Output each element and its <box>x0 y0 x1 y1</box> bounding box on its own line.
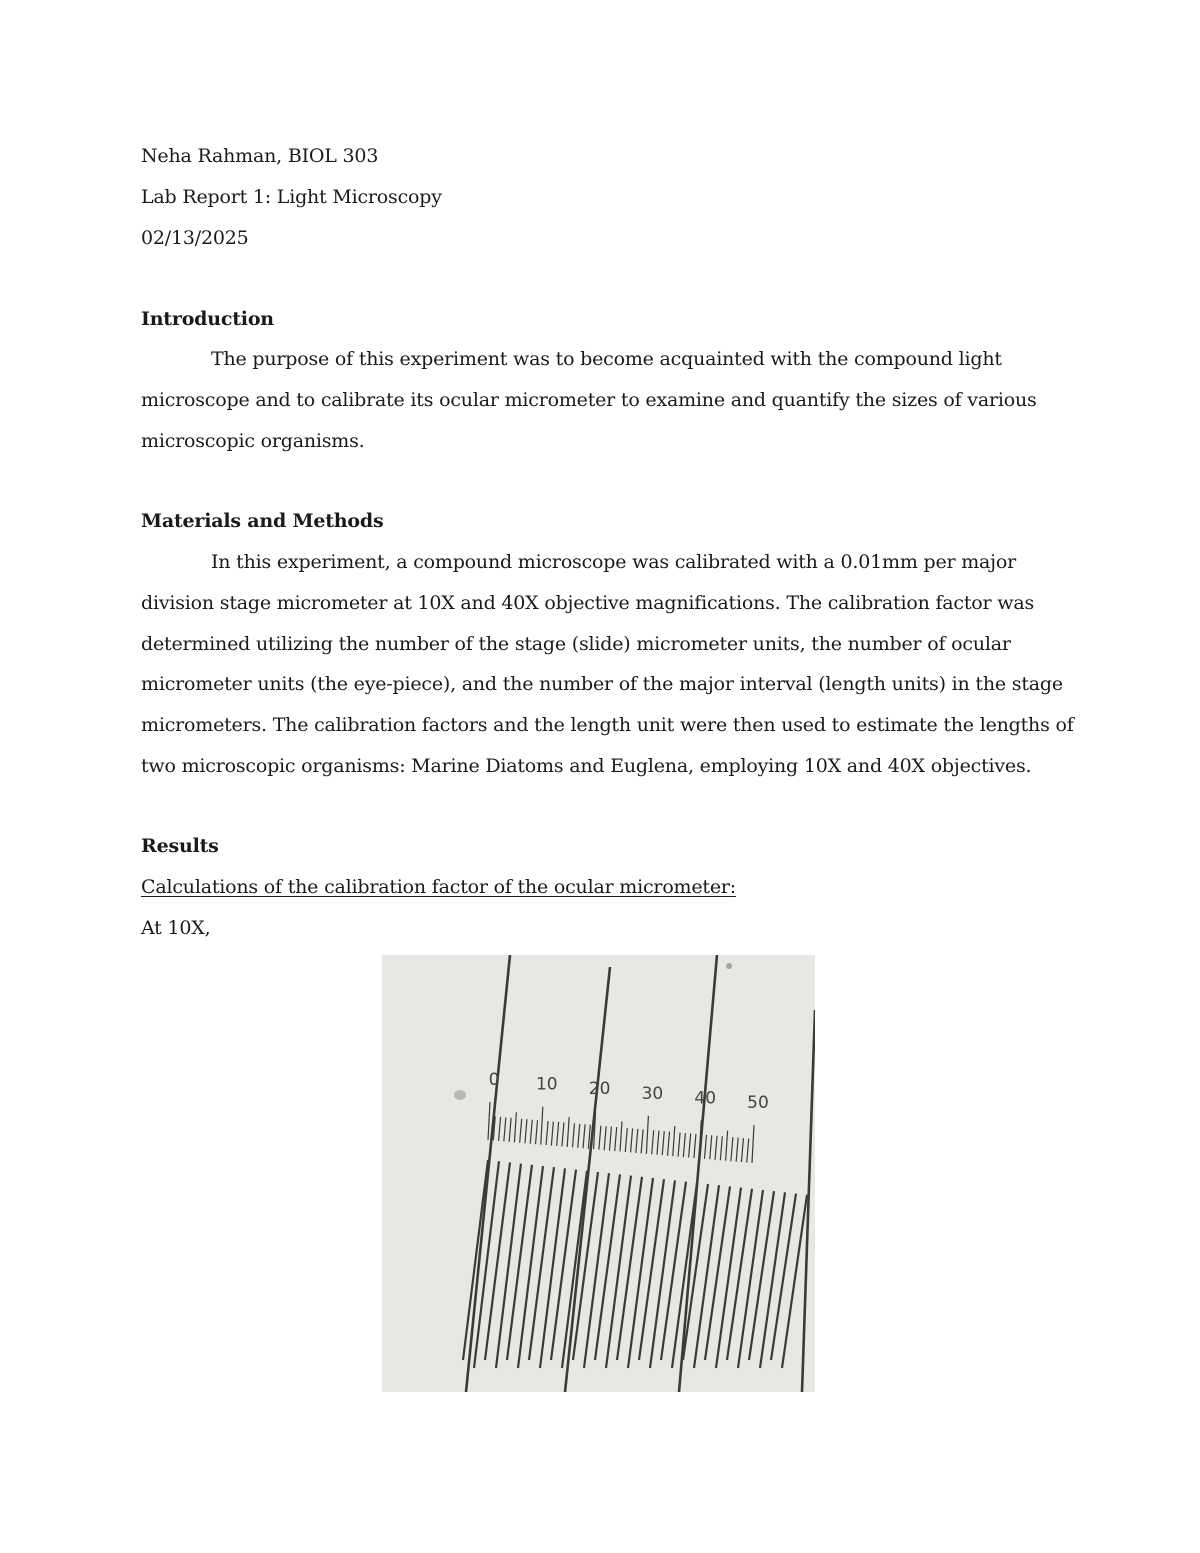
report-date: 02/13/2025 <box>141 227 249 249</box>
methods-line: division stage micrometer at 10X and 40X objective magnifications. The calibration factor was <box>141 592 1035 614</box>
results-heading: Results <box>141 835 219 857</box>
micrograph-canvas <box>382 955 815 1392</box>
at-10x-label: At 10X, <box>141 917 211 939</box>
results-subheading: Calculations of the calibration factor of the ocular micrometer: <box>141 876 736 898</box>
author-course: Neha Rahman, BIOL 303 <box>141 145 379 167</box>
methods-line: micrometer units (the eye-piece), and the number of the major interval (length units) in the stage <box>141 673 1063 695</box>
micrometer-micrograph <box>382 955 815 1392</box>
introduction-line: The purpose of this experiment was to become acquainted with the compound light <box>211 348 1002 370</box>
introduction-line: microscopic organisms. <box>141 430 365 452</box>
scale-label: 30 <box>641 1083 664 1104</box>
introduction-heading: Introduction <box>141 308 274 330</box>
debris-speck <box>726 963 732 969</box>
report-title: Lab Report 1: Light Microscopy <box>141 186 442 208</box>
introduction-line: microscope and to calibrate its ocular micrometer to examine and quantify the sizes of various <box>141 389 1037 411</box>
methods-line: micrometers. The calibration factors and the length unit were then used to estimate the lengths of <box>141 714 1074 736</box>
methods-line: determined utilizing the number of the stage (slide) micrometer units, the number of ocular <box>141 633 1011 655</box>
scale-label: 20 <box>588 1079 611 1100</box>
scale-label: 10 <box>535 1074 558 1095</box>
scale-label: 0 <box>488 1070 500 1090</box>
scale-label: 40 <box>694 1088 717 1109</box>
methods-line: two microscopic organisms: Marine Diatoms and Euglena, employing 10X and 40X objectives. <box>141 755 1032 777</box>
methods-line: In this experiment, a compound microscope was calibrated with a 0.01mm per major <box>211 551 1016 573</box>
debris-speck <box>454 1090 466 1100</box>
scale-label: 50 <box>747 1093 769 1113</box>
methods-heading: Materials and Methods <box>141 510 384 532</box>
